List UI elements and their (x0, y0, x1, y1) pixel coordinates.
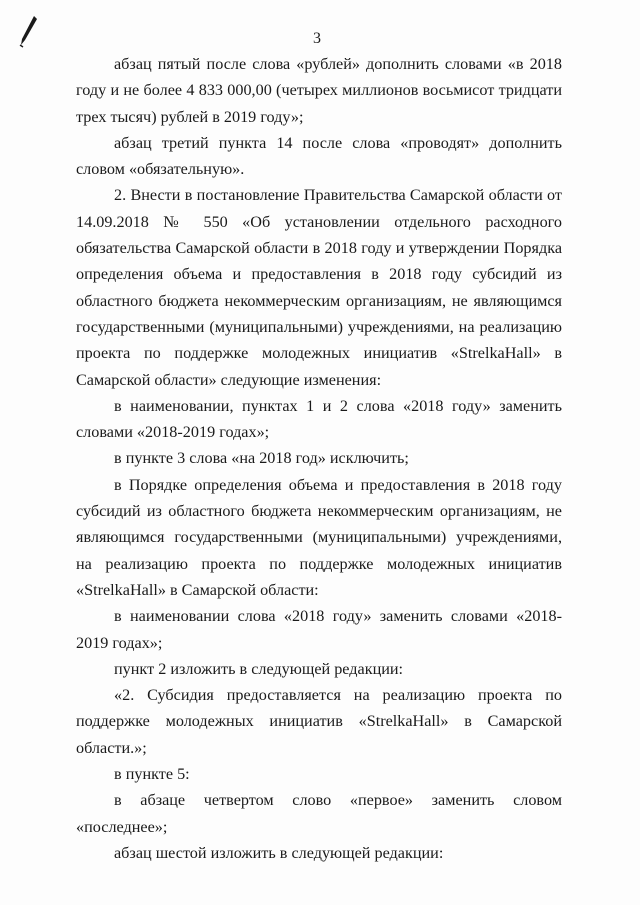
paragraph: в Порядке определения объема и предоставления в 2018 году субсидий из областного бюджета некоммерческим организациям, не являющимся государственными (муниципальными) учреждениями, на реализацию проекта по поддержке молодежных инициатив «StrelkaHall» в Самарской области: (76, 475, 562, 599)
paragraph: «2. Субсидия предоставляется на реализацию проекта по поддержке молодежных инициатив «StrelkaHall» в Самарской области.»; (76, 686, 562, 757)
paragraph: абзац пятый после слова «рублей» дополнить словами «в 2018 году и не более 4 833 000,00 (четырех миллионов восьмисот тридцати трех тысяч) рублей в 2019 году»; (76, 55, 562, 126)
paragraph: в наименовании, пунктах 1 и 2 слова «2018 году» заменить словами «2018-2019 годах»; (76, 396, 562, 442)
paragraph: 2. Внести в постановление Правительства Самарской области от 14.09.2018 № 550 «Об установлении отдельного расходного обязательства Самарской области в 2018 году и утверждении Порядка определения объема и предоставления в 2018 году субсидий из областного бюджета некоммерческим организациям, не являющимся государственными (муниципальными) учреждениями, на реализацию проекта по поддержке молодежных инициатив «StrelkaHall» в Самарской области» следующие изменения: (76, 186, 562, 389)
document-body (76, 51, 562, 866)
paragraph: пункт 2 изложить в следующей редакции: (114, 659, 404, 678)
paragraph: в наименовании слова «2018 году» заменить словами «2018-2019 годах»; (76, 607, 562, 652)
paragraph: в абзаце четвертом слово «первое» заменить словом «последнее»; (76, 791, 562, 836)
page-number: 3 (313, 30, 321, 47)
pen-mark-icon (18, 14, 42, 48)
paragraph: в пункте 5: (114, 765, 190, 784)
paragraph: абзац третий пункта 14 после слова «проводят» дополнить словом «обязательную». (76, 133, 562, 179)
paragraph: в пункте 3 слова «на 2018 год» исключить; (114, 449, 409, 468)
paragraph: абзац шестой изложить в следующей редакции: (114, 843, 444, 862)
